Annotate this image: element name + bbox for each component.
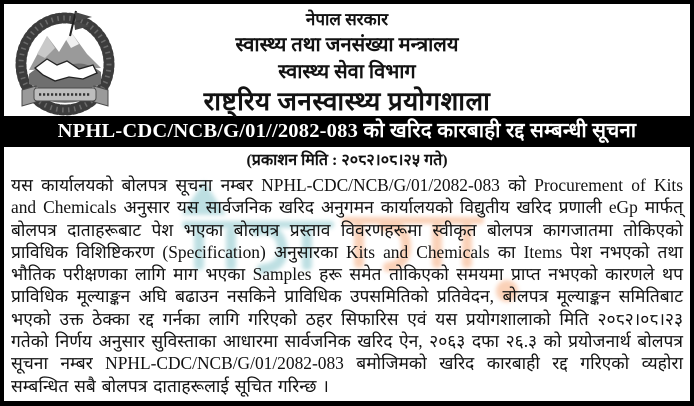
publication-date: (प्रकाशन मिति : २०८२।०८।२५ गते) [246,152,448,169]
header-department-name: स्वास्थ्य सेवा विभाग [278,61,416,83]
notice-title-bar: NPHL-CDC/NCB/G/01//2082-083 को खरिद कारबाही रद्द सम्बन्धी सूचना [4,116,690,147]
header-text-block [4,4,690,118]
notice-body-text: यस कार्यालयको बोलपत्र सूचना नम्बर NPHL-CDC/NCB/G/01/2082-083 को Procurement of Kits and Chemicals अनुसार यस सार्वजनिक खरिद अनुगमन कार्यालयको विद्युतीय खरिद प्रणाली eGp मार्फत् बोलपत्र दाताहरूबाट पेश भएका बोलपत्र प्रस्ताव विवरणहरूमा स्वीकृत बोलपत्र कागजातमा तोकिएको प्राविधिक विशिष्टिकरण (Specification) अनुसारका Kits and Chemicals का Items पेश नभएको तथा भौतिक परीक्षणका लागि माग भएका Samples हरू समेत तोकिएको समयमा प्राप्त नभएको कारणले थप प्राविधिक मूल्याङ्कन अघि बढाउन नसकिने प्राविधिक उपसमितिको प्रतिवेदन, बोलपत्र मूल्याङ्कन समितिबाट भएको उक्त ठेक्का रद्द गर्नका लागि गरिएको ठहर सिफारिस एवं यस प्रयोगशालाको मिति २०८२।०८।२३ गतेको निर्णय अनुसार सुविस्ताका आधारमा सार्वजनिक खरिद ऐन, २०६३ दफा २६.३ को प्रयोजनार्थ बोलपत्र सूचना नम्बर NPHL-CDC/NCB/G/01/2082-083 बमोजिमको खरिद कारबाही रद्द गरिएको व्यहोरा सम्बन्धित सबै बोलपत्र दाताहरूलाई सूचित गरिन्छ । [11,175,683,396]
header-office-name: राष्ट्रिय जनस्वास्थ्य प्रयोगशाला [203,87,491,116]
notice-body-section [4,173,690,402]
header-ministry-name: स्वास्थ्य तथा जनसंख्या मन्त्रालय [235,34,459,56]
document-header [4,4,690,116]
header-government-name: नेपाल सरकार [305,10,389,29]
